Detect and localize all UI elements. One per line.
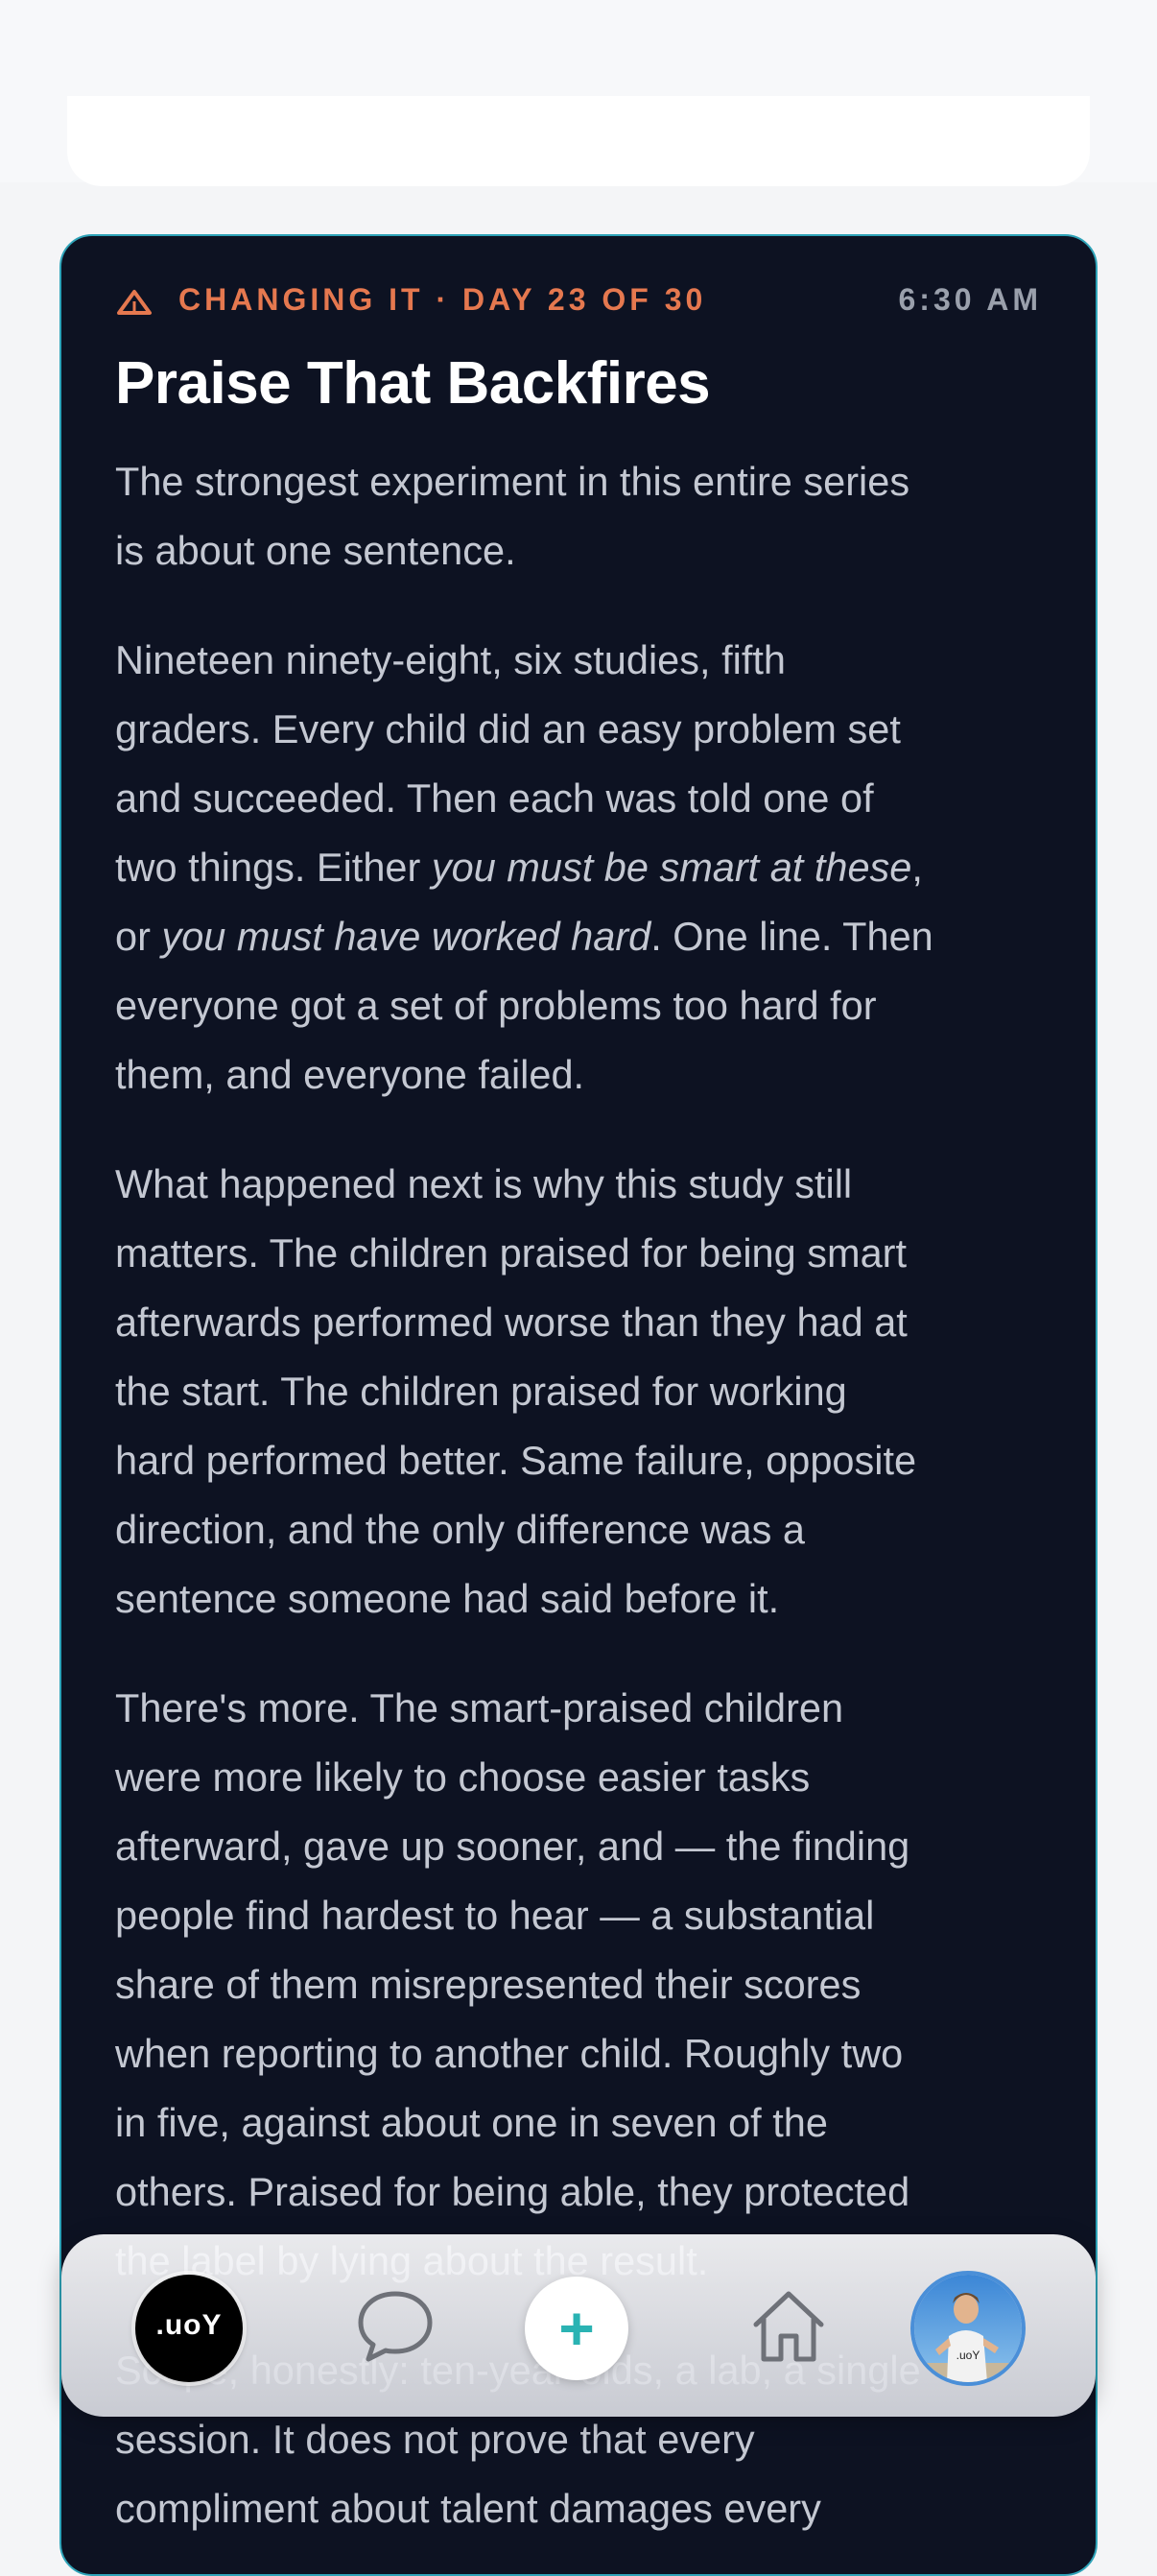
- previous-card: [0, 0, 1157, 188]
- paragraph-text: What happened next is why this study still matters. The children praised for being smart afterwards performed worse than they had at the start. The children praised for working hard performed better. Same failure, opposite direction, and the only difference was a sentence someone had said before it.: [115, 1161, 917, 1621]
- paragraph-text: , or: [115, 845, 923, 959]
- logo-button[interactable]: [135, 2275, 243, 2382]
- home-icon: [733, 2271, 844, 2382]
- article-title: Praise That Backfires: [115, 350, 711, 417]
- paragraph-text: session. It does not prove that every compliment about talent damages every: [115, 2417, 821, 2531]
- profile-avatar-button[interactable]: [914, 2275, 1022, 2382]
- card-header: [115, 282, 1042, 321]
- logo-icon: .uoY: [155, 2309, 223, 2341]
- chat-button[interactable]: [340, 2271, 451, 2382]
- paragraph-text: There's more. The smart-praised children were more likely to choose easier tasks afterward, gave up sooner, and — the finding people find hardest to hear — a substantial share of them misrepresented their scores when reporting to another child. Roughly two in five, against about one in seven of the others. Praised for being able, they protected: [115, 1685, 910, 2214]
- paragraph-text: The strongest experiment in this entire series is about one sentence.: [115, 459, 910, 573]
- article-paragraph: [115, 447, 1074, 585]
- emphasis-text: you must be smart at these: [431, 845, 912, 890]
- article-paragraph: [115, 1674, 1074, 2296]
- home-button[interactable]: [733, 2271, 844, 2382]
- triangle-icon: [115, 288, 153, 317]
- emphasis-text: you must have worked hard: [161, 914, 651, 959]
- add-button[interactable]: [525, 2277, 628, 2380]
- chat-bubble-icon: [340, 2271, 451, 2382]
- post-time: 6:30 AM: [898, 282, 1042, 317]
- series-label: CHANGING IT · DAY 23 OF 30: [178, 282, 707, 317]
- svg-text:.uoY: .uoY: [956, 2349, 980, 2362]
- bottom-nav-bar: [61, 2234, 1096, 2417]
- article-card: [59, 234, 1098, 2576]
- plus-icon: +: [558, 2294, 595, 2363]
- avatar: [914, 2275, 1022, 2382]
- paragraph-text: Nineteen ninety-eight, six studies, fifth graders. Every child did an easy problem set and succeeded. Then each was told one of two things. Either: [115, 637, 901, 890]
- paragraph-text: . One line. Then everyone got a set of problems too hard for them, and everyone failed.: [115, 914, 933, 1097]
- article-paragraph: [115, 626, 1074, 1109]
- article-paragraph: [115, 1150, 1074, 1634]
